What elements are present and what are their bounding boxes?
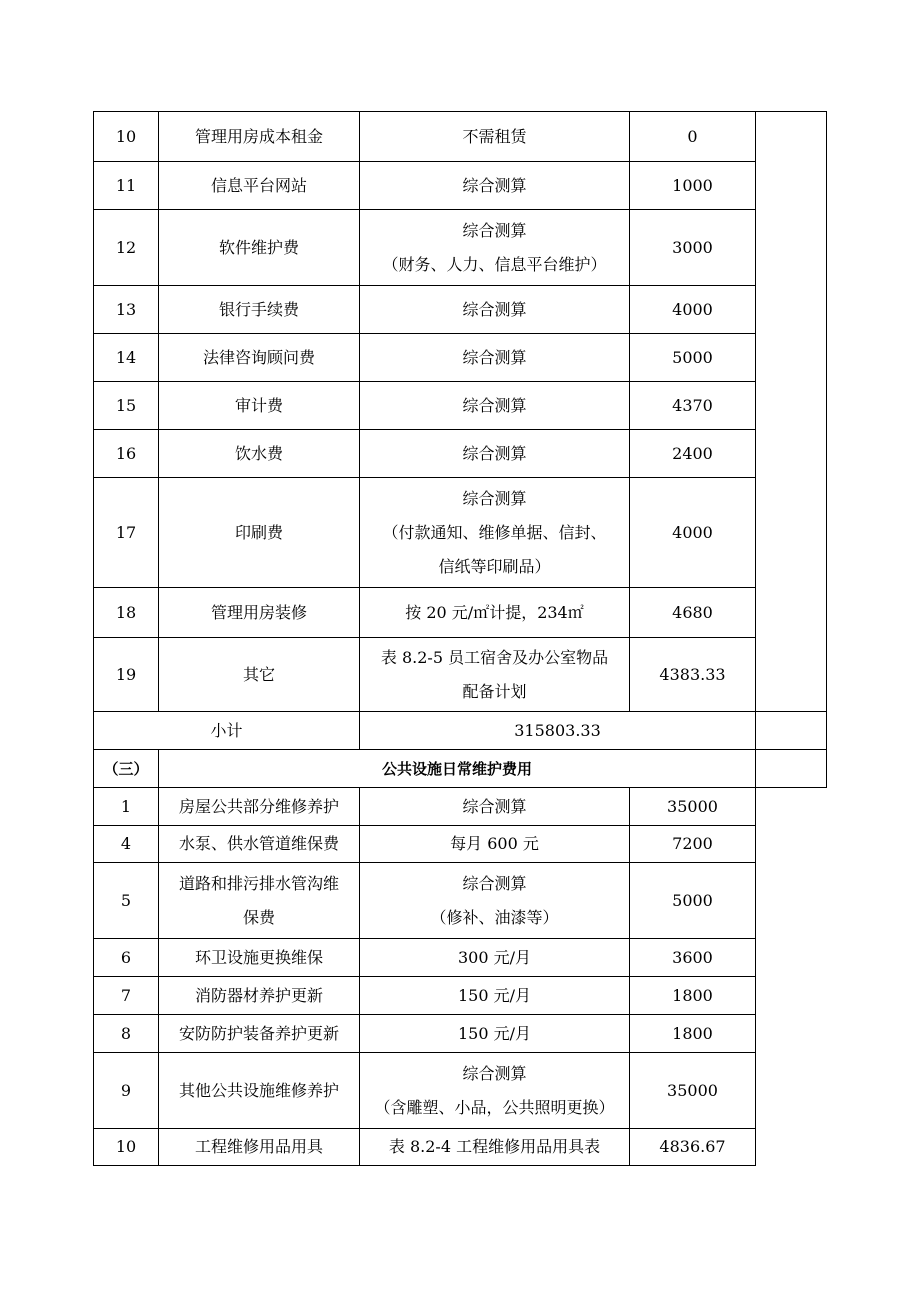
item-name-line: 消防器材养护更新 xyxy=(194,985,323,1005)
section-3-rows xyxy=(94,788,827,1166)
amount: 35000 xyxy=(630,788,756,826)
section-3-number: （三） xyxy=(94,750,159,788)
calc-basis xyxy=(360,1015,630,1053)
calc-basis-line: 综合测算 xyxy=(462,1063,527,1083)
amount: 1800 xyxy=(630,977,756,1015)
calc-basis xyxy=(360,588,630,638)
item-name: 软件维护费 xyxy=(159,210,360,286)
row-number: 15 xyxy=(94,382,159,430)
calc-basis-line: 按 20 元/㎡计提，234㎡ xyxy=(405,602,584,622)
row-number: 13 xyxy=(94,286,159,334)
item-name xyxy=(159,863,360,939)
calc-basis xyxy=(360,863,630,939)
calc-basis xyxy=(360,788,630,826)
calc-basis xyxy=(360,826,630,863)
remarks-column xyxy=(756,112,827,712)
amount: 2400 xyxy=(630,430,756,478)
calc-basis xyxy=(360,1129,630,1166)
section-2-rows xyxy=(94,112,827,712)
calc-basis-line: 综合测算 xyxy=(462,347,527,367)
item-name xyxy=(159,1053,360,1129)
item-name xyxy=(159,788,360,826)
row-number: 6 xyxy=(94,939,159,977)
calc-basis xyxy=(360,112,630,162)
calc-basis-line: 综合测算 xyxy=(462,796,527,816)
calc-basis xyxy=(360,1053,630,1129)
item-name-line: 保费 xyxy=(242,907,275,927)
amount: 4680 xyxy=(630,588,756,638)
row-number: 7 xyxy=(94,977,159,1015)
calc-basis-line: 综合测算 xyxy=(462,220,527,240)
calc-basis-line: 综合测算 xyxy=(462,873,527,893)
calc-basis xyxy=(360,162,630,210)
row-number: 1 xyxy=(94,788,159,826)
item-name: 信息平台网站 xyxy=(159,162,360,210)
table-row xyxy=(94,286,827,334)
amount: 4000 xyxy=(630,478,756,588)
amount: 4000 xyxy=(630,286,756,334)
item-name: 银行手续费 xyxy=(159,286,360,334)
item-name-line: 房屋公共部分维修养护 xyxy=(178,796,339,816)
table-row xyxy=(94,382,827,430)
calc-basis-line: （修补、油漆等） xyxy=(430,907,559,927)
calc-basis-line: 150 元/月 xyxy=(457,1023,532,1043)
table-row xyxy=(94,1129,827,1166)
item-name-line: 工程维修用品用具 xyxy=(194,1137,323,1156)
item-name: 审计费 xyxy=(159,382,360,430)
calc-basis-line: 综合测算 xyxy=(462,299,527,319)
amount: 3000 xyxy=(630,210,756,286)
remarks-column xyxy=(756,750,827,788)
amount: 35000 xyxy=(630,1053,756,1129)
row-number: 11 xyxy=(94,162,159,210)
item-name xyxy=(159,1015,360,1053)
table-row xyxy=(94,788,827,826)
table-row xyxy=(94,863,827,939)
calc-basis-line: 表 8.2-4 工程维修用品用具表 xyxy=(388,1137,601,1156)
item-name xyxy=(159,939,360,977)
item-name: 管理用房装修 xyxy=(159,588,360,638)
row-number: 5 xyxy=(94,863,159,939)
cost-table xyxy=(93,111,827,1166)
calc-basis xyxy=(360,638,630,712)
calc-basis xyxy=(360,334,630,382)
table-row xyxy=(94,1053,827,1129)
calc-basis-line: 不需租赁 xyxy=(462,126,527,146)
row-number: 16 xyxy=(94,430,159,478)
item-name: 管理用房成本租金 xyxy=(159,112,360,162)
item-name-line: 水泵、供水管道维保费 xyxy=(178,834,339,853)
subtotal-value: 315803.33 xyxy=(360,712,756,750)
table-row xyxy=(94,638,827,712)
table-row xyxy=(94,478,827,588)
calc-basis-line: 每月 600 元 xyxy=(450,834,539,853)
table-row xyxy=(94,210,827,286)
amount: 0 xyxy=(630,112,756,162)
row-number: 10 xyxy=(94,1129,159,1166)
table-row xyxy=(94,939,827,977)
item-name xyxy=(159,826,360,863)
row-number: 12 xyxy=(94,210,159,286)
amount: 4370 xyxy=(630,382,756,430)
amount: 5000 xyxy=(630,334,756,382)
calc-basis-line: 综合测算 xyxy=(462,175,527,195)
calc-basis xyxy=(360,478,630,588)
calc-basis xyxy=(360,210,630,286)
item-name: 法律咨询顾问费 xyxy=(159,334,360,382)
item-name: 饮水费 xyxy=(159,430,360,478)
calc-basis-line: 综合测算 xyxy=(462,395,527,415)
row-number: 8 xyxy=(94,1015,159,1053)
item-name: 其它 xyxy=(159,638,360,712)
calc-basis-line: 综合测算 xyxy=(462,443,527,463)
item-name-line: 其他公共设施维修养护 xyxy=(178,1080,339,1100)
amount: 7200 xyxy=(630,826,756,863)
amount: 5000 xyxy=(630,863,756,939)
calc-basis-line: 300 元/月 xyxy=(457,947,532,967)
table-row xyxy=(94,1015,827,1053)
item-name-line: 环卫设施更换维保 xyxy=(194,947,323,967)
item-name-line: 道路和排污排水管沟维 xyxy=(178,873,339,893)
calc-basis-line: 综合测算 xyxy=(462,488,527,508)
subtotal-block xyxy=(94,712,827,788)
calc-basis-line: 表 8.2-5 员工宿舍及办公室物品 xyxy=(380,647,609,667)
calc-basis xyxy=(360,939,630,977)
row-number: 14 xyxy=(94,334,159,382)
section-3-title: 公共设施日常维护费用 xyxy=(159,750,756,788)
amount: 1800 xyxy=(630,1015,756,1053)
item-name xyxy=(159,977,360,1015)
item-name xyxy=(159,1129,360,1166)
calc-basis-line: （财务、人力、信息平台维护） xyxy=(382,254,607,274)
table-row xyxy=(94,977,827,1015)
row-number: 18 xyxy=(94,588,159,638)
table-row xyxy=(94,112,827,162)
row-number: 10 xyxy=(94,112,159,162)
table-row xyxy=(94,588,827,638)
calc-basis-line: 配备计划 xyxy=(462,681,527,701)
amount: 4836.67 xyxy=(630,1129,756,1166)
calc-basis-line: 信纸等印刷品） xyxy=(438,556,551,576)
row-number: 9 xyxy=(94,1053,159,1129)
amount: 1000 xyxy=(630,162,756,210)
amount: 3600 xyxy=(630,939,756,977)
table-row xyxy=(94,826,827,863)
table-row xyxy=(94,162,827,210)
item-name: 印刷费 xyxy=(159,478,360,588)
calc-basis xyxy=(360,382,630,430)
calc-basis xyxy=(360,430,630,478)
table-row xyxy=(94,430,827,478)
subtotal-row xyxy=(94,712,827,750)
calc-basis-line: （含雕塑、小品，公共照明更换） xyxy=(374,1097,615,1117)
row-number: 4 xyxy=(94,826,159,863)
row-number: 17 xyxy=(94,478,159,588)
calc-basis-line: （付款通知、维修单据、信封、 xyxy=(382,522,607,542)
calc-basis xyxy=(360,977,630,1015)
section-3-header xyxy=(94,750,827,788)
amount: 4383.33 xyxy=(630,638,756,712)
table-row xyxy=(94,334,827,382)
subtotal-label: 小计 xyxy=(94,712,360,750)
blank-cell xyxy=(756,712,827,750)
row-number: 19 xyxy=(94,638,159,712)
calc-basis-line: 150 元/月 xyxy=(457,985,532,1005)
calc-basis xyxy=(360,286,630,334)
item-name-line: 安防防护装备养护更新 xyxy=(178,1023,339,1043)
